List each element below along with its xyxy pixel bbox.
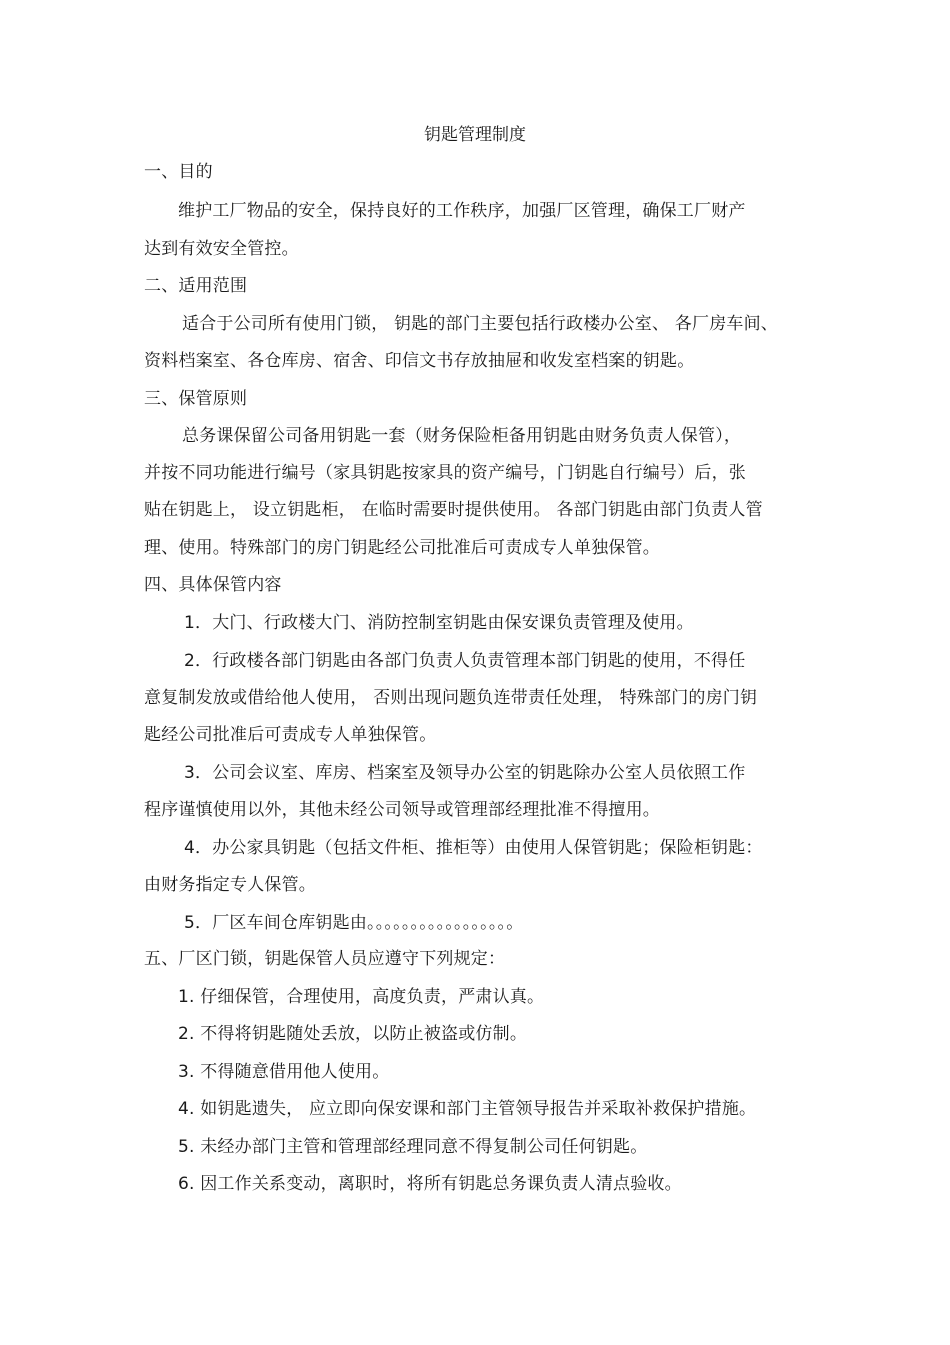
- paragraph-line: 总务课保留公司备用钥匙一套（财务保险柜备用钥匙由财务负责人保管），: [182, 426, 742, 446]
- list-item: 4. 如钥匙遗失， 应立即向保安课和部门主管领导报告并采取补救保护措施。: [178, 1099, 757, 1119]
- list-item: 2. 不得将钥匙随处丢放，以防止被盗或仿制。: [178, 1024, 528, 1044]
- list-item: 1. 仔细保管，合理使用，高度负责，严肃认真。: [178, 987, 545, 1007]
- paragraph-line: 2．行政楼各部门钥匙由各部门负责人负责管理本部门钥匙的使用，不得任: [184, 651, 746, 671]
- section-heading-purpose: 一、目的: [144, 162, 213, 182]
- list-item: 6. 因工作关系变动，离职时，将所有钥匙总务课负责人清点验收。: [178, 1174, 682, 1194]
- paragraph-line: 5．厂区车间仓库钥匙由。。。。。。。。。。。。。。。。。: [184, 913, 524, 933]
- paragraph-line: 3．公司会议室、库房、档案室及领导办公室的钥匙除办公室人员依照工作: [184, 763, 746, 783]
- paragraph-line: 4．办公家具钥匙（包括文件柜、推柜等）由使用人保管钥匙；保险柜钥匙：: [184, 838, 763, 858]
- paragraph-line: 匙经公司批准后可责成专人单独保管。: [144, 725, 437, 745]
- document-title: 钥匙管理制度: [424, 125, 526, 145]
- list-item: 3. 不得随意借用他人使用。: [178, 1062, 390, 1082]
- section-heading-contents: 四、具体保管内容: [144, 575, 282, 595]
- paragraph-line: 贴在钥匙上， 设立钥匙柜， 在临时需要时提供使用。 各部门钥匙由部门负责人管: [144, 500, 763, 520]
- list-item: 5. 未经办部门主管和管理部经理同意不得复制公司任何钥匙。: [178, 1137, 648, 1157]
- paragraph-line: 维护工厂物品的安全，保持良好的工作秩序，加强厂区管理，确保工厂财产: [178, 201, 746, 221]
- paragraph-line: 意复制发放或借给他人使用， 否则出现问题负连带责任处理， 特殊部门的房门钥: [144, 688, 758, 708]
- paragraph-line: 资料档案室、各仓库房、宿舍、印信文书存放抽屉和收发室档案的钥匙。: [144, 351, 695, 371]
- paragraph-line: 并按不同功能进行编号（家具钥匙按家具的资产编号，门钥匙自行编号）后，张: [144, 463, 746, 483]
- paragraph-line: 理、使用。特殊部门的房门钥匙经公司批准后可责成专人单独保管。: [144, 538, 660, 558]
- paragraph-line: 程序谨慎使用以外，其他未经公司领导或管理部经理批准不得擅用。: [144, 800, 660, 820]
- paragraph-line: 适合于公司所有使用门锁， 钥匙的部门主要包括行政楼办公室、 各厂房车间、: [182, 314, 779, 334]
- paragraph-line: 达到有效安全管控。: [144, 239, 299, 259]
- section-heading-rules: 五、厂区门锁，钥匙保管人员应遵守下列规定：: [144, 949, 506, 969]
- paragraph-line: 由财务指定专人保管。: [144, 875, 316, 895]
- section-heading-scope: 二、适用范围: [144, 276, 248, 296]
- paragraph-line: 1．大门、行政楼大门、消防控制室钥匙由保安课负责管理及使用。: [184, 613, 694, 633]
- section-heading-principles: 三、保管原则: [144, 389, 248, 409]
